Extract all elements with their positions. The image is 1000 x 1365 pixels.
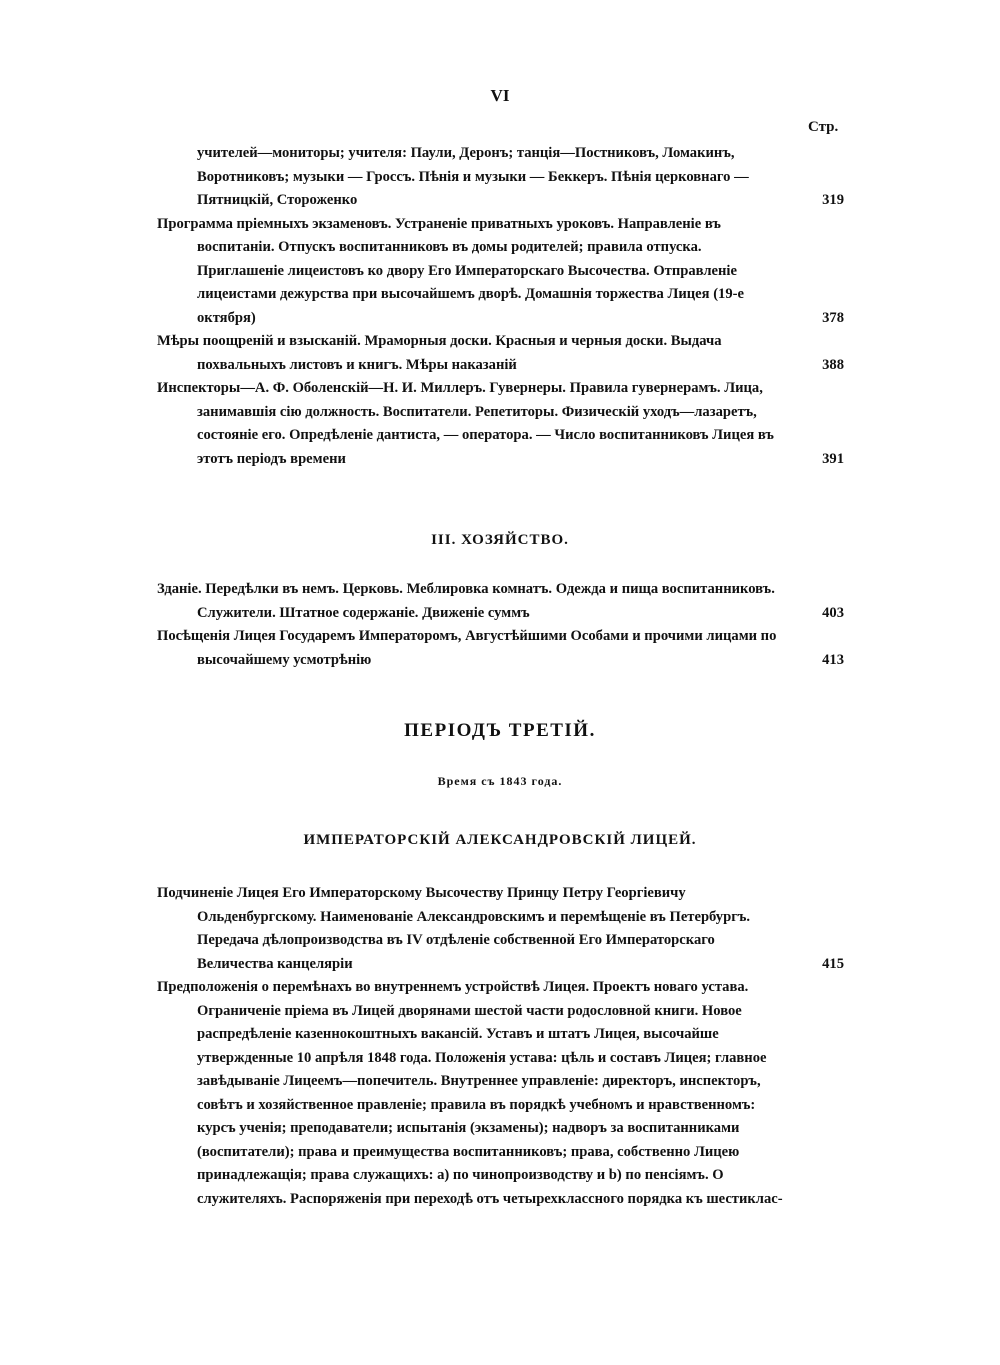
toc-block-2 (157, 578, 844, 672)
period-title: ПЕРІОДЪ ТРЕТІЙ. (404, 720, 596, 741)
toc-block-3 (157, 882, 844, 1211)
toc-entry: Мѣры поощреній и взысканій. Мраморныя доски. Красныя и черныя доски. Выдача похвальныхъ листовъ и книгъ. Мѣры наказаній 388 (157, 330, 844, 377)
toc-page-number: 378 (822, 309, 844, 326)
section-heading-3: III. ХОЗЯЙСТВО. (431, 532, 569, 548)
toc-entry: учителей—мониторы; учителя: Паули, Деронъ; танція—Постниковъ, Ломакинъ, Воротниковъ; музыки — Гроссъ. Пѣнія и музыки — Беккеръ. Пѣнія церковнаго — Пятницкій, Стороженко 319 (157, 142, 844, 213)
lyceum-title: ИМПЕРАТОРСКІЙ АЛЕКСАНДРОВСКІЙ ЛИЦЕЙ. (303, 832, 697, 848)
page-number: VI (490, 86, 510, 105)
period-time: Время съ 1843 года. (437, 774, 563, 788)
toc-page-number: 413 (822, 651, 844, 668)
toc-entry: Посѣщенія Лицея Государемъ Императоромъ, Августѣйшими Особами и прочими лицами по высочайшему усмотрѣнію 413 (157, 625, 844, 672)
toc-entry: Программа пріемныхъ экзаменовъ. Устраненіе приватныхъ уроковъ. Направленіе въ воспитаніи. Отпускъ воспитанниковъ въ домы родителей; правила отпуска. Приглашеніе лицеистовъ ко двору Его Императорскаго Высочества. Отправленіе лицеистами дежурства при высочайшемъ дворѣ. Домашнія торжества Лицея (19-е октября) 378 (157, 213, 844, 331)
toc-block-1 (157, 142, 844, 471)
toc-page-number: 319 (822, 192, 844, 208)
toc-entry: Инспекторы—А. Ф. Оболенскій—Н. И. Миллеръ. Гувернеры. Правила гувернерамъ. Лица, занимавшія сію должность. Воспитатели. Репетиторы. Физическій уходъ—лазаретъ, состояніе его. Опредѣленіе дантиста, — оператора. — Число воспитанниковъ Лицея въ этотъ періодъ времени 391 (157, 377, 844, 471)
toc-page-number: 391 (822, 450, 844, 467)
toc-page-number: 403 (822, 604, 844, 621)
toc-page-number: 415 (822, 955, 844, 972)
toc-page-number: 388 (822, 356, 844, 373)
page-column-label: Стр. (808, 119, 839, 135)
toc-entry: Предположенія о перемѣнахъ во внутреннемъ устройствѣ Лицея. Проектъ новаго устава. Ограниченіе пріема въ Лицей дворянами шестой части родословной книги. Новое распредѣленіе казеннокоштныхъ вакансій. Уставъ и штатъ Лицея, высочайше утвержденные 10 апрѣля 1848 года. Положенія устава: цѣль и составъ Лицея; главное завѣдываніе Лицеемъ—попечитель. Внутреннее управленіе: директоръ, инспекторъ, совѣтъ и хозяйственное правленіе; правила въ порядкѣ учебномъ и нравственномъ: курсъ ученія; преподаватели; испытанія (экзамены); надворъ за воспитанниками (воспитатели); права и преимущества воспитанниковъ; права, собственно Лицею принадлежащія; права служащихъ: а) по чинопроизводству и b) по пенсіямъ. О служителяхъ. Распоряженія при переходѣ отъ четырехклассного порядка къ шестиклас- (157, 979, 783, 1207)
toc-entry: Подчиненіе Лицея Его Императорскому Высочеству Принцу Петру Георгіевичу Ольденбургскому. Наименованіе Александровскимъ и перемѣщеніе въ Петербургъ. Передача дѣлопроизводства въ IV отдѣленіе собственной Его Императорскаго Величества канцеляріи 415 (157, 882, 844, 976)
toc-entry: Зданіе. Передѣлки въ немъ. Церковь. Меблировка комнатъ. Одежда и пища воспитанниковъ. Служители. Штатное содержаніе. Движеніе суммъ 403 (157, 578, 844, 625)
